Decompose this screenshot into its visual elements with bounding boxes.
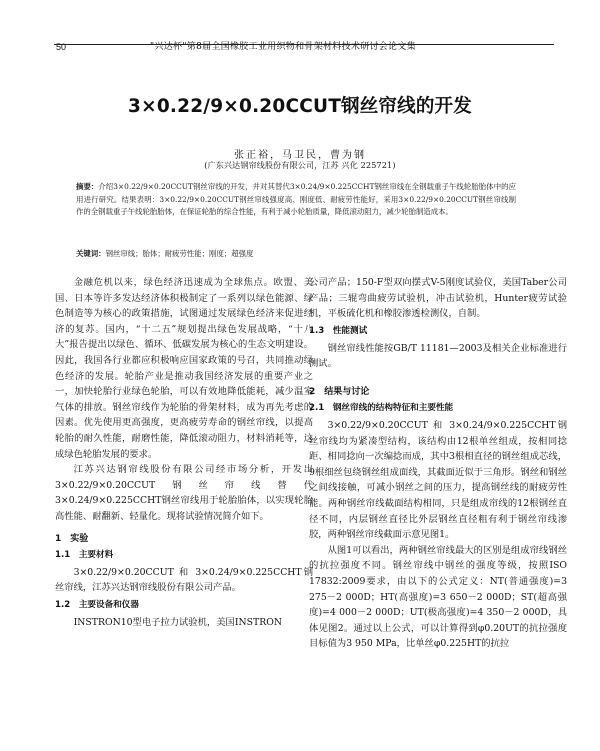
left-column	[55, 275, 313, 630]
body-paragraph: 金融危机以来，绿色经济迅速成为全球焦点。欧盟、美国、日本等许多发达经济体积极制定了一系列以绿色能源、绿色制造等为核心的政策措施，试图通过发展绿色经济来促进经济的复苏。国内，“十二五”规划提出绿色发展战略，“十八大”报告提出以绿色、循环、低碳发展为核心的生态文明建设。因此，我国各行业都应积极响应国家政策的号召，共同推动绿色经济的发展。轮胎产业是推动我国经济发展的重要产业之一，加快轮胎行业绿色轮胎，可以有效地降低能耗，减少温室气体的排放。钢丝帘线作为轮胎的骨架材料，成为再先考虑的因素。优先使用更高强度，更高疲劳寿命的钢丝帘线，以提高轮胎的耐久性能，耐磨性能，降低滚动阻力，材料消耗等，这成绿色轮胎发展的要求。	[55, 277, 313, 460]
abstract-label: 摘要：	[76, 182, 99, 191]
spacer	[309, 372, 567, 378]
body-paragraph: 江苏兴达钢帘线股份有限公司经市场分析，开发出3×0.22/9×0.20CCUT钢丝帘线替代3×0.24/9×0.225CCHT钢丝帘线用于轮胎胎体，以实现轮胎高性能、耐翻新、轻量化。现将试验情况简介如下。	[55, 464, 313, 522]
body-paragraph: INSTRON10型电子拉力试验机，美国INSTRON	[73, 616, 282, 628]
affiliation: (广东兴达钢帘线股份有限公司，江苏 兴化 225721)	[204, 161, 396, 170]
section-heading: 1 实验	[55, 533, 89, 544]
authors: 张正裕，马卫民，曹为钢	[234, 150, 366, 161]
body-paragraph: 公司产品；150-F型双向摆式V-5刚度试验仪，美国Taber公司产品；三辊弯曲疲劳试验机，冲击试验机，Hunter疲劳试验机，平板硫化机和橡胶渗透检测仪，自制。	[309, 277, 567, 320]
keywords-label: 关键词：	[76, 249, 106, 258]
section-heading: 1.3 性能测试	[309, 325, 368, 336]
body-paragraph: 3×0.22/9×0.20CCUT 和 3×0.24/9×0.225CCHT钢丝帘线，江苏兴达钢帘线股份有限公司产品。	[55, 566, 313, 594]
paper-title: 3×0.22/9×0.20CCUT钢丝帘线的开发	[128, 96, 472, 117]
right-column	[309, 275, 567, 652]
body-paragraph: 从图1可以看出，两种钢丝帘线最大的区别是组成帘线钢丝的抗拉强度不同。钢丝帘线中钢丝的强度等级，按照ISO 17832:2009要求，由以下的公式定义：NT(普通强度)=3 275－2 000D；HT(高强度)=3 650－2 000D；ST(超高强度)=4 000－2 000D；UT(极高强度)=4 350－2 000D，具体见图2。通过以上公式，可以计算得到φ0.20UT的抗拉强度目标值为3 950 MPa，比单丝φ0.225HT的抗拉	[309, 544, 567, 650]
page-number: 50	[56, 42, 67, 52]
section-heading: 1.1 主要材料	[55, 549, 114, 560]
section-heading: 2.1 钢丝帘线的结构特征和主要性能	[309, 402, 454, 413]
body-paragraph: 3×0.22/9×0.20CCUT 和 3×0.24/9×0.225CCHT钢丝帘线均为紧凑型结构，该结构由12根单丝组成，按相同捻距、相同捻向一次编捻而成，其中3根相直径的钢丝组成芯线，9根细丝包绕钢丝组成面线，其截面近似于三角形。钢丝和钢丝之间线接触，可减小钢丝之间的压力，提高钢丝线的耐疲劳性能。两种钢丝帘线截面结构相同，只是组成帘线的12根钢丝直径不同，内层钢丝直径比外层钢丝直径粗有利于钢丝帘线渗胶，两种钢丝帘线截面示意见图1。	[309, 419, 567, 541]
abstract	[76, 181, 516, 219]
body-paragraph: 钢丝帘线性能按GB/T 11181—2003及相关企业标准进行测试。	[309, 342, 567, 370]
section-heading: 1.2 主要设备和仪器	[55, 599, 139, 610]
abstract-text: 介绍3×0.22/9×0.20CCUT钢丝帘线的开发，并对其替代3×0.24/9×0.225CCHT钢丝帘线在全钢载重子午线轮胎胎体中的应用进行研究。结果表明：3×0.22/9×0.20CCUT钢丝帘线强度高、刚度低、耐疲劳性能好，采用3×0.22/9×0.20CCUT钢丝帘线制作的全钢载重子午线轮胎胎体，在保证轮胎的综合性能，有利于减小轮胎质量，降低滚动阻力，减少轮胎制造成本。	[76, 182, 516, 216]
header-rule	[54, 44, 554, 45]
running-head: "兴达杯"第8届全国橡胶工业用织物和骨架材料技术研讨会论文集	[150, 42, 417, 52]
keywords-text: 钢丝帘线；胎体；耐疲劳性能；刚度；超强度	[105, 249, 254, 258]
keywords	[76, 248, 516, 260]
section-heading: 2 结果与讨论	[309, 386, 370, 397]
